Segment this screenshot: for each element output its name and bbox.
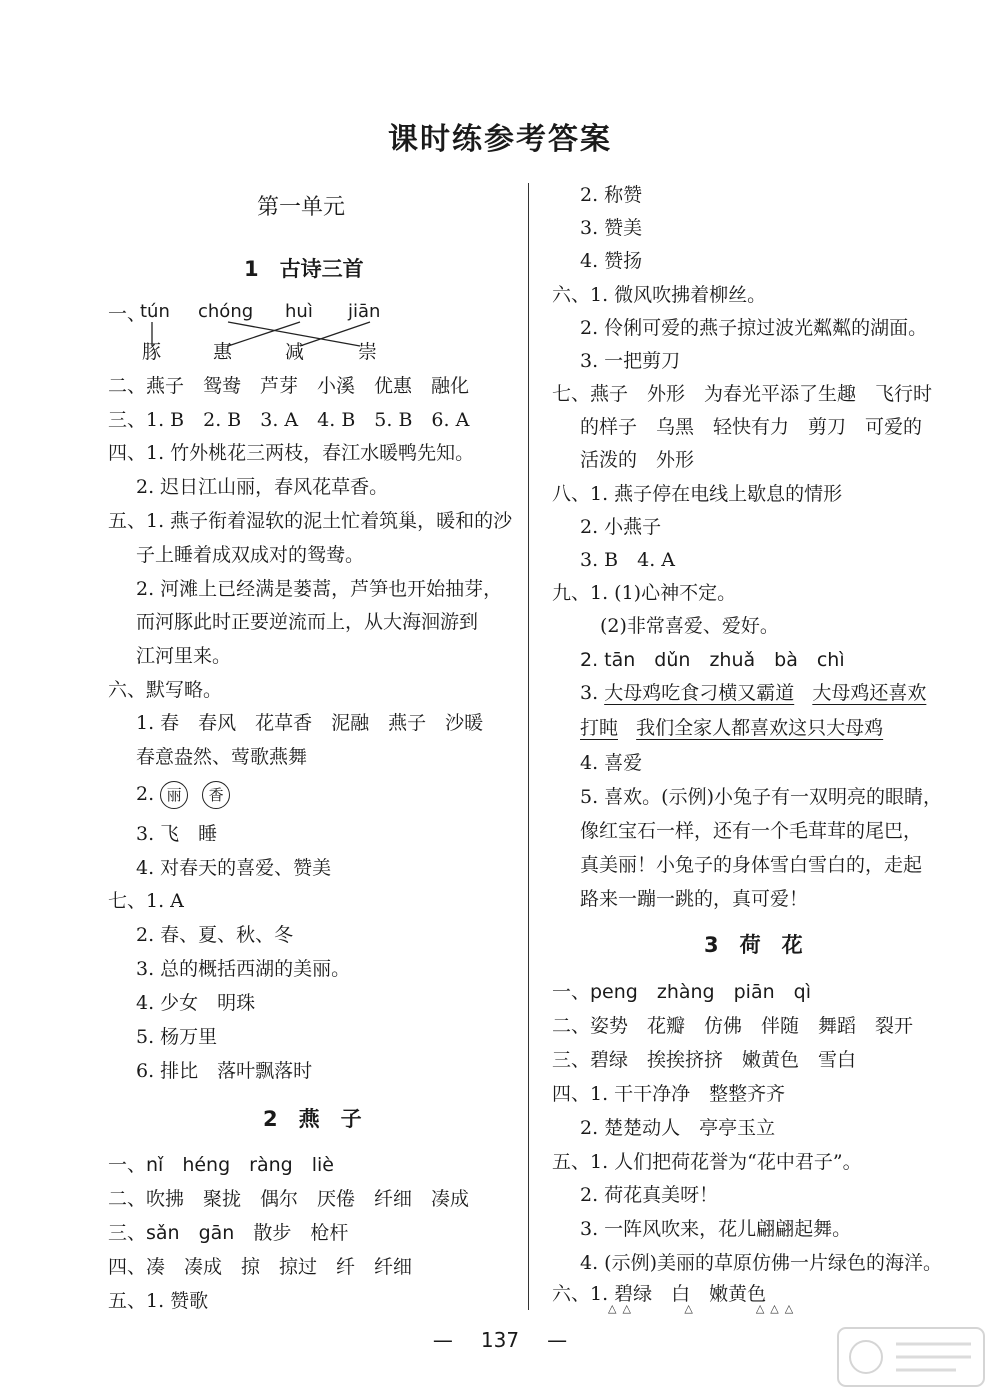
page-number-value: 137 bbox=[480, 1328, 520, 1352]
answer-line: 四、1. 竹外桃花三两枝，春江水暖鸭先知。 bbox=[108, 442, 475, 464]
answer-line: 4. 赞扬 bbox=[580, 250, 643, 272]
circled-char-1: 丽 bbox=[160, 781, 188, 809]
underlined-phrase-4: 我们全家人都喜欢这只大母鸡 bbox=[636, 717, 884, 739]
answer-line: 而河豚此时正要逆流而上，从大海洄游到 bbox=[136, 611, 479, 633]
answer-line: 真美丽！小兔子的身体雪白雪白的，走起 bbox=[580, 854, 923, 876]
pinyin-top-3: huì bbox=[285, 301, 313, 322]
pinyin-bottom-1: 豚 bbox=[142, 341, 162, 363]
page-dash-right: — bbox=[547, 1328, 568, 1352]
circled-answer bbox=[136, 781, 244, 809]
unit-heading: 第一单元 bbox=[257, 195, 346, 220]
column-divider bbox=[528, 183, 529, 1310]
pinyin-bottom-4: 崇 bbox=[358, 341, 378, 363]
answer-line: 四、凑 凑成 掠 掠过 纤 纤细 bbox=[108, 1256, 413, 1278]
watermark-logo bbox=[836, 1326, 986, 1388]
pinyin-top-4: jiān bbox=[348, 301, 381, 322]
answer-line: 二、吹拂 聚拢 偶尔 厌倦 纤细 凑成 bbox=[108, 1188, 470, 1210]
answer-line: 三、1. B 2. B 3. A 4. B 5. B 6. A bbox=[108, 409, 470, 431]
answer-line: 像红宝石一样，还有一个毛茸茸的尾巴， bbox=[580, 820, 923, 842]
underlined-phrase-3: 打盹 bbox=[580, 717, 619, 739]
answer-line: 活泼的 外形 bbox=[580, 449, 695, 471]
answer-line: 3. 总的概括西湖的美丽。 bbox=[136, 958, 351, 980]
answer-line: 2. 春、夏、秋、冬 bbox=[136, 924, 294, 946]
lesson-heading-3: 3 荷 花 bbox=[704, 933, 803, 957]
underlined-answer-1 bbox=[580, 681, 926, 705]
answer-line: 3. 一阵风吹来，花儿翩翩起舞。 bbox=[580, 1218, 852, 1240]
answer-line: 春意盎然、莺歌燕舞 bbox=[136, 746, 308, 768]
answer-line: 七、燕子 外形 为春光平添了生趣 飞行时 bbox=[552, 383, 933, 405]
answer-line: 5. 喜欢。(示例)小兔子有一双明亮的眼睛， bbox=[580, 786, 942, 808]
emphasis-marks: △△ △ △△△ bbox=[608, 1302, 800, 1315]
answer-line: 六、默写略。 bbox=[108, 679, 223, 701]
answer-line: 六、1. 碧绿 白 嫩黄色 bbox=[552, 1283, 767, 1305]
answer-line: 六、1. 微风吹拂着柳丝。 bbox=[552, 284, 767, 306]
underlined-phrase-1: 大母鸡吃食刁横又霸道 bbox=[604, 682, 795, 704]
lesson-heading-2: 2 燕 子 bbox=[263, 1107, 362, 1131]
answer-line: 4. 喜爱 bbox=[580, 752, 643, 774]
answer-line: 4. 少女 明珠 bbox=[136, 992, 256, 1014]
answer-line: 4. (示例)美丽的草原仿佛一片绿色的海洋。 bbox=[580, 1252, 942, 1274]
answer-line: 八、1. 燕子停在电线上歇息的情形 bbox=[552, 483, 843, 505]
answer-line: 2. 迟日江山丽，春风花草香。 bbox=[136, 476, 389, 498]
answer-line: (2)非常喜爱、爱好。 bbox=[600, 615, 779, 637]
pinyin-bottom-3: 减 bbox=[285, 341, 305, 363]
pinyin-bottom-2: 惠 bbox=[213, 341, 233, 363]
pinyin-prefix: 一、 bbox=[108, 303, 147, 325]
answer-line: 2. 荷花真美呀！ bbox=[580, 1184, 719, 1206]
answer-line: 一、peng zhàng piān qì bbox=[552, 981, 811, 1003]
answer-line: 2. 称赞 bbox=[580, 184, 643, 206]
answer-line: 四、1. 干干净净 整整齐齐 bbox=[552, 1083, 786, 1105]
answer-line: 6. 排比 落叶飘落时 bbox=[136, 1060, 313, 1082]
answer-line: 2. 伶俐可爱的燕子掠过波光粼粼的湖面。 bbox=[580, 317, 928, 339]
answer-line: 九、1. (1)心神不定。 bbox=[552, 582, 737, 604]
answer-line: 2. tān dǔn zhuǎ bà chì bbox=[580, 649, 845, 671]
answer-line: 3. 飞 睡 bbox=[136, 823, 218, 845]
answer-line: 江河里来。 bbox=[136, 645, 232, 667]
pinyin-top-2: chóng bbox=[198, 301, 254, 322]
page-dash-left: — bbox=[432, 1328, 453, 1352]
answer-line: 五、1. 赞歌 bbox=[108, 1290, 209, 1312]
circled-char-2: 香 bbox=[202, 781, 230, 809]
answer-line: 五、1. 燕子衔着湿软的泥土忙着筑巢，暖和的沙 bbox=[108, 510, 513, 532]
answer-line: 2. 小燕子 bbox=[580, 516, 662, 538]
answer-line: 路来一蹦一跳的，真可爱！ bbox=[580, 888, 809, 910]
answer-line: 3. B 4. A bbox=[580, 549, 676, 571]
answer-line: 五、1. 人们把荷花誉为“花中君子”。 bbox=[552, 1151, 862, 1173]
answer-line: 3. 一把剪刀 bbox=[580, 350, 681, 372]
underlined-answer-2 bbox=[580, 716, 883, 740]
answer-line: 二、姿势 花瓣 仿佛 伴随 舞蹈 裂开 bbox=[552, 1015, 914, 1037]
answer-line: 3. 赞美 bbox=[580, 217, 643, 239]
page-title: 课时练参考答案 bbox=[388, 122, 612, 157]
answer-line: 一、nǐ héng ràng liè bbox=[108, 1154, 334, 1176]
answer-line: 1. 春 春风 花草香 泥融 燕子 沙暖 bbox=[136, 712, 484, 734]
lesson-heading-1: 1 古诗三首 bbox=[244, 257, 364, 281]
answer-line: 三、sǎn gān 散步 枪杆 bbox=[108, 1222, 349, 1244]
answer-line: 七、1. A bbox=[108, 890, 184, 912]
answer-line: 2. 河滩上已经满是蒌蒿，芦笋也开始抽芽， bbox=[136, 578, 503, 600]
pinyin-top-1: tún bbox=[140, 301, 170, 322]
answer-line: 5. 杨万里 bbox=[136, 1026, 218, 1048]
answer-line: 4. 对春天的喜爱、赞美 bbox=[136, 857, 332, 879]
underlined-phrase-2: 大母鸡还喜欢 bbox=[812, 682, 927, 704]
answer-line: 三、碧绿 挨挨挤挤 嫩黄色 雪白 bbox=[552, 1049, 857, 1071]
answer-line: 子上睡着成双成对的鸳鸯。 bbox=[136, 544, 365, 566]
circled-label: 2. bbox=[136, 783, 155, 805]
underlined-label: 3. bbox=[580, 682, 599, 704]
answer-line: 二、燕子 鸳鸯 芦芽 小溪 优惠 融化 bbox=[108, 375, 470, 397]
answer-line: 的样子 乌黑 轻快有力 剪刀 可爱的 bbox=[580, 416, 923, 438]
answer-line: 2. 楚楚动人 亭亭玉立 bbox=[580, 1117, 776, 1139]
